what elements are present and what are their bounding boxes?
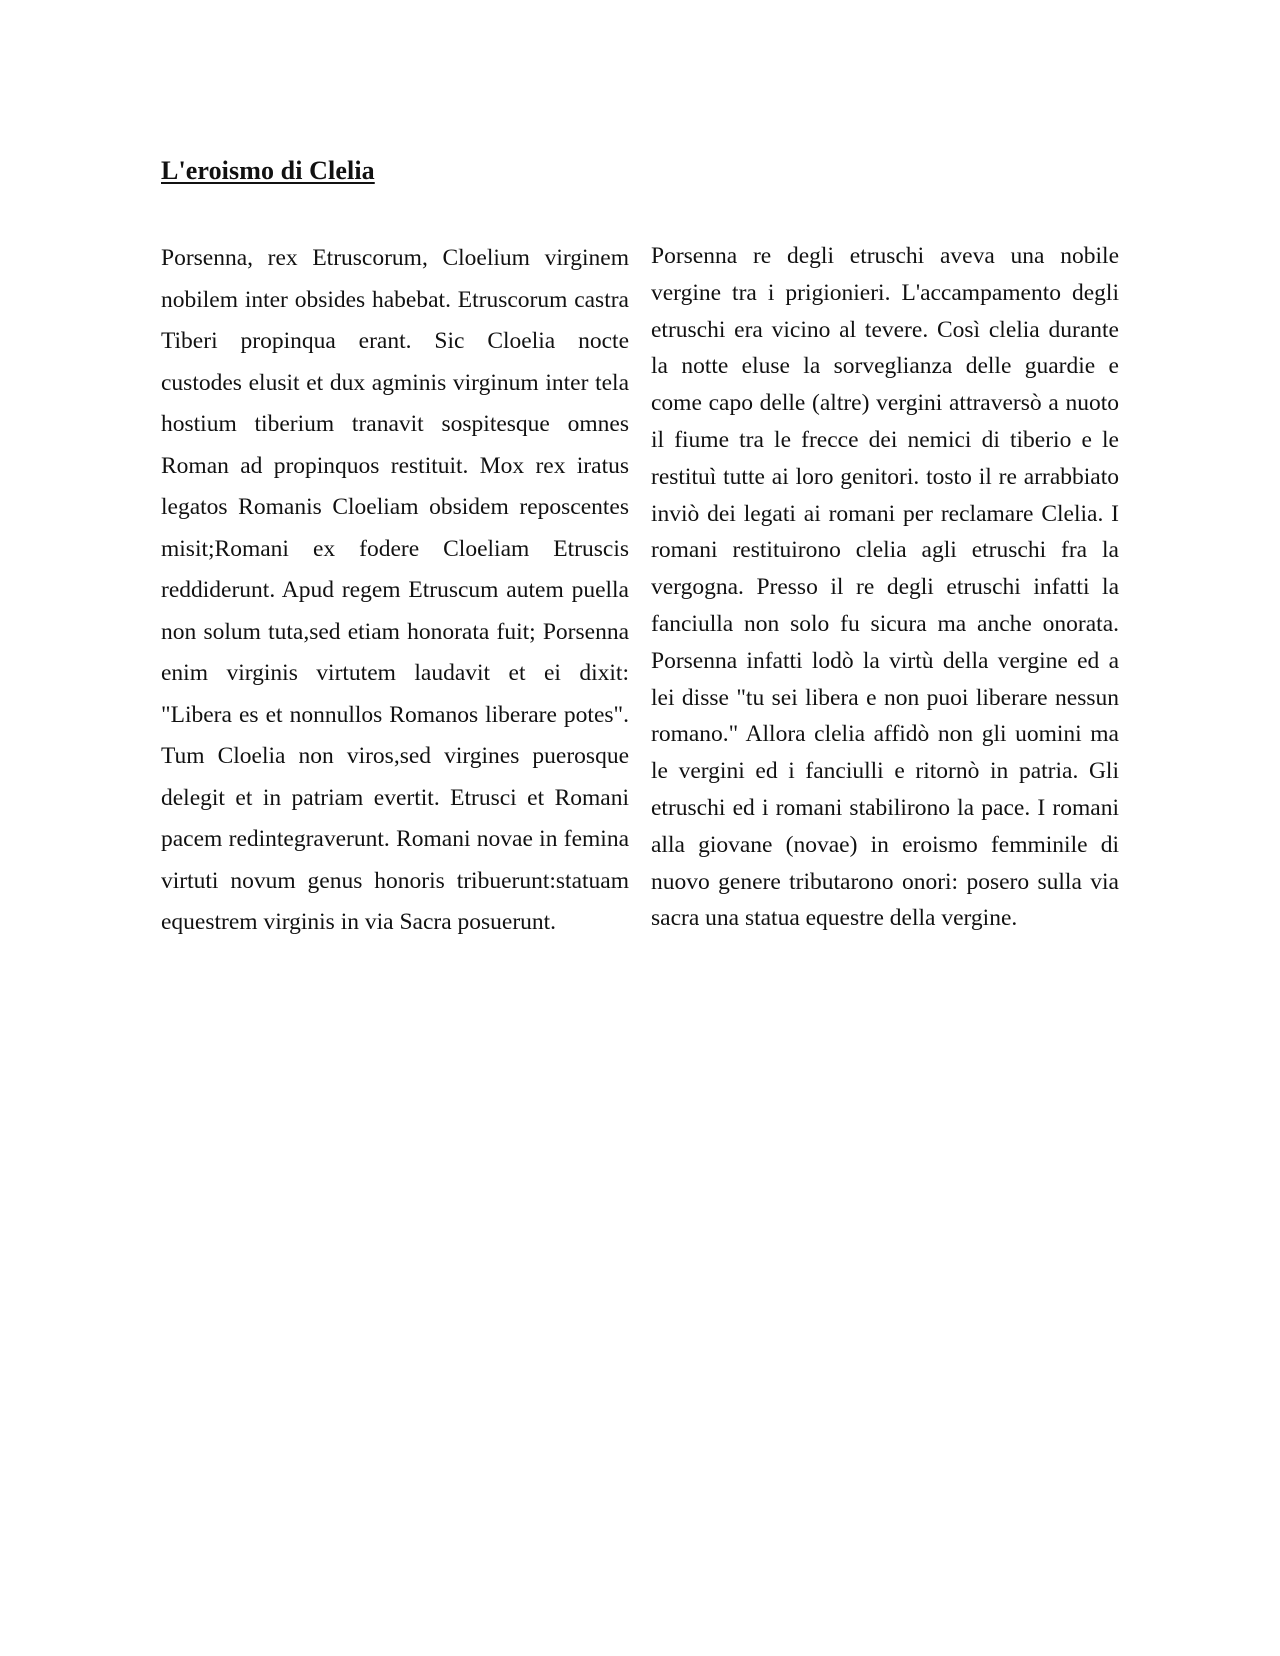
italian-translation-column: Porsenna re degli etruschi aveva una nobile vergine tra i prigionieri. L'accampamento degli etruschi era vicino al tevere. Così clelia durante la notte eluse la sorveglianza delle guardie e come capo delle (altre) vergini attraversò a nuoto il fiume tra le frecce dei nemici di tiberio e le restituì tutte ai loro genitori. tosto il re arrabbiato inviò dei legati ai romani per reclamare Clelia. I romani restituirono clelia agli etruschi fra la vergogna. Presso il re degli etruschi infatti la fanciulla non solo fu sicura ma anche onorata. Porsenna infatti lodò la virtù della vergine ed a lei disse "tu sei libera e non puoi liberare nessun romano." Allora clelia affidò non gli uomini ma le vergini ed i fanciulli e ritornò in patria. Gli etruschi ed i romani stabilirono la pace. I romani alla giovane (novae) in eroismo femminile di nuovo genere tributarono onori: posero sulla via sacra una statua equestre della vergine. [651, 243, 1119, 932]
latin-text-column: Porsenna, rex Etruscorum, Cloelium virginem nobilem inter obsides habebat. Etruscorum castra Tiberi propinqua erant. Sic Cloelia nocte custodes elusit et dux agminis virginum inter tela hostium tiberium tranavit sospitesque omnes Roman ad propinquos restituit. Mox rex iratus legatos Romanis Cloeliam obsidem reposcentes misit;Romani ex fodere Cloeliam Etruscis reddiderunt. Apud regem Etruscum autem puella non solum tuta,sed etiam honorata fuit; Porsenna enim virginis virtutem laudavit et ei dixit: "Libera es et nonnullos Romanos liberare potes". Tum Cloelia non viros,sed virgines puerosque delegit et in patriam evertit. Etrusci et Romani pacem redintegraverunt. Romani novae in femina virtuti novum genus honoris tribuerunt:statuam equestrem virginis in via Sacra posuerunt. [161, 245, 629, 935]
document-title: L'eroismo di Clelia [161, 156, 375, 185]
